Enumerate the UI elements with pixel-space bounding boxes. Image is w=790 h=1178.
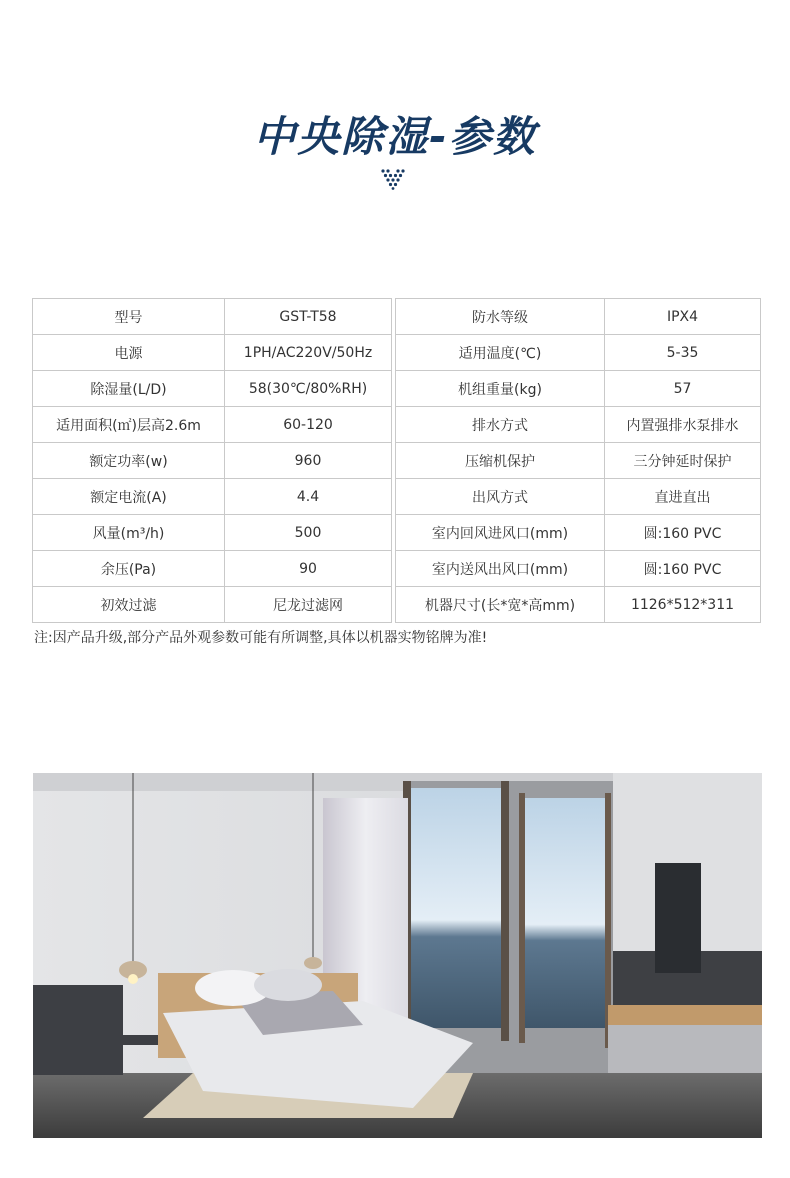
- spec-label: 初效过滤: [33, 587, 225, 623]
- spec-row: [33, 407, 392, 443]
- spec-label: 室内送风出风口(mm): [396, 551, 605, 587]
- spec-value: 60-120: [225, 407, 392, 443]
- spec-value: 4.4: [225, 479, 392, 515]
- spec-label: 额定功率(w): [33, 443, 225, 479]
- spec-label: 型号: [33, 299, 225, 335]
- spec-row: [396, 551, 761, 587]
- spec-value: 500: [225, 515, 392, 551]
- spec-row: [33, 551, 392, 587]
- bedroom-photo: [33, 773, 762, 1138]
- spec-value: 57: [605, 371, 761, 407]
- spec-value: 尼龙过滤网: [225, 587, 392, 623]
- spec-label: 适用面积(㎡)层高2.6m: [33, 407, 225, 443]
- disclaimer-note: 注:因产品升级,部分产品外观参数可能有所调整,具体以机器实物铭牌为准!: [34, 630, 488, 646]
- spec-label: 除湿量(L/D): [33, 371, 225, 407]
- spec-label: 适用温度(℃): [396, 335, 605, 371]
- spec-label: 电源: [33, 335, 225, 371]
- spec-row: [33, 515, 392, 551]
- spec-row: [33, 335, 392, 371]
- spec-value: 圆:160 PVC: [605, 551, 761, 587]
- spec-row: [33, 299, 392, 335]
- spec-value: 960: [225, 443, 392, 479]
- spec-row: [396, 479, 761, 515]
- spec-value: GST-T58: [225, 299, 392, 335]
- spec-value: 90: [225, 551, 392, 587]
- spec-value: 1126*512*311: [605, 587, 761, 623]
- spec-label: 风量(m³/h): [33, 515, 225, 551]
- spec-value: 内置强排水泵排水: [605, 407, 761, 443]
- spec-value: 圆:160 PVC: [605, 515, 761, 551]
- spec-label: 机组重量(kg): [396, 371, 605, 407]
- spec-row: [396, 443, 761, 479]
- spec-value: 5-35: [605, 335, 761, 371]
- spec-label: 室内回风进风口(mm): [396, 515, 605, 551]
- spec-label: 出风方式: [396, 479, 605, 515]
- spec-row: [33, 479, 392, 515]
- spec-row: [396, 371, 761, 407]
- spec-label: 机器尺寸(长*宽*高mm): [396, 587, 605, 623]
- spec-row: [33, 587, 392, 623]
- spec-label: 排水方式: [396, 407, 605, 443]
- spec-label: 额定电流(A): [33, 479, 225, 515]
- spec-label: 防水等级: [396, 299, 605, 335]
- spec-value: IPX4: [605, 299, 761, 335]
- spec-row: [396, 335, 761, 371]
- page-title: 中央除湿-参数: [253, 112, 537, 161]
- spec-label: 余压(Pa): [33, 551, 225, 587]
- spec-value: 三分钟延时保护: [605, 443, 761, 479]
- brand-logo-icon: [380, 168, 406, 190]
- spec-table-left: [32, 298, 392, 623]
- spec-value: 58(30℃/80%RH): [225, 371, 392, 407]
- spec-row: [33, 443, 392, 479]
- spec-row: [396, 407, 761, 443]
- spec-row: [396, 299, 761, 335]
- spec-row: [396, 587, 761, 623]
- spec-table-right: [395, 298, 761, 623]
- spec-value: 1PH/AC220V/50Hz: [225, 335, 392, 371]
- spec-value: 直进直出: [605, 479, 761, 515]
- spec-row: [396, 515, 761, 551]
- spec-label: 压缩机保护: [396, 443, 605, 479]
- spec-row: [33, 371, 392, 407]
